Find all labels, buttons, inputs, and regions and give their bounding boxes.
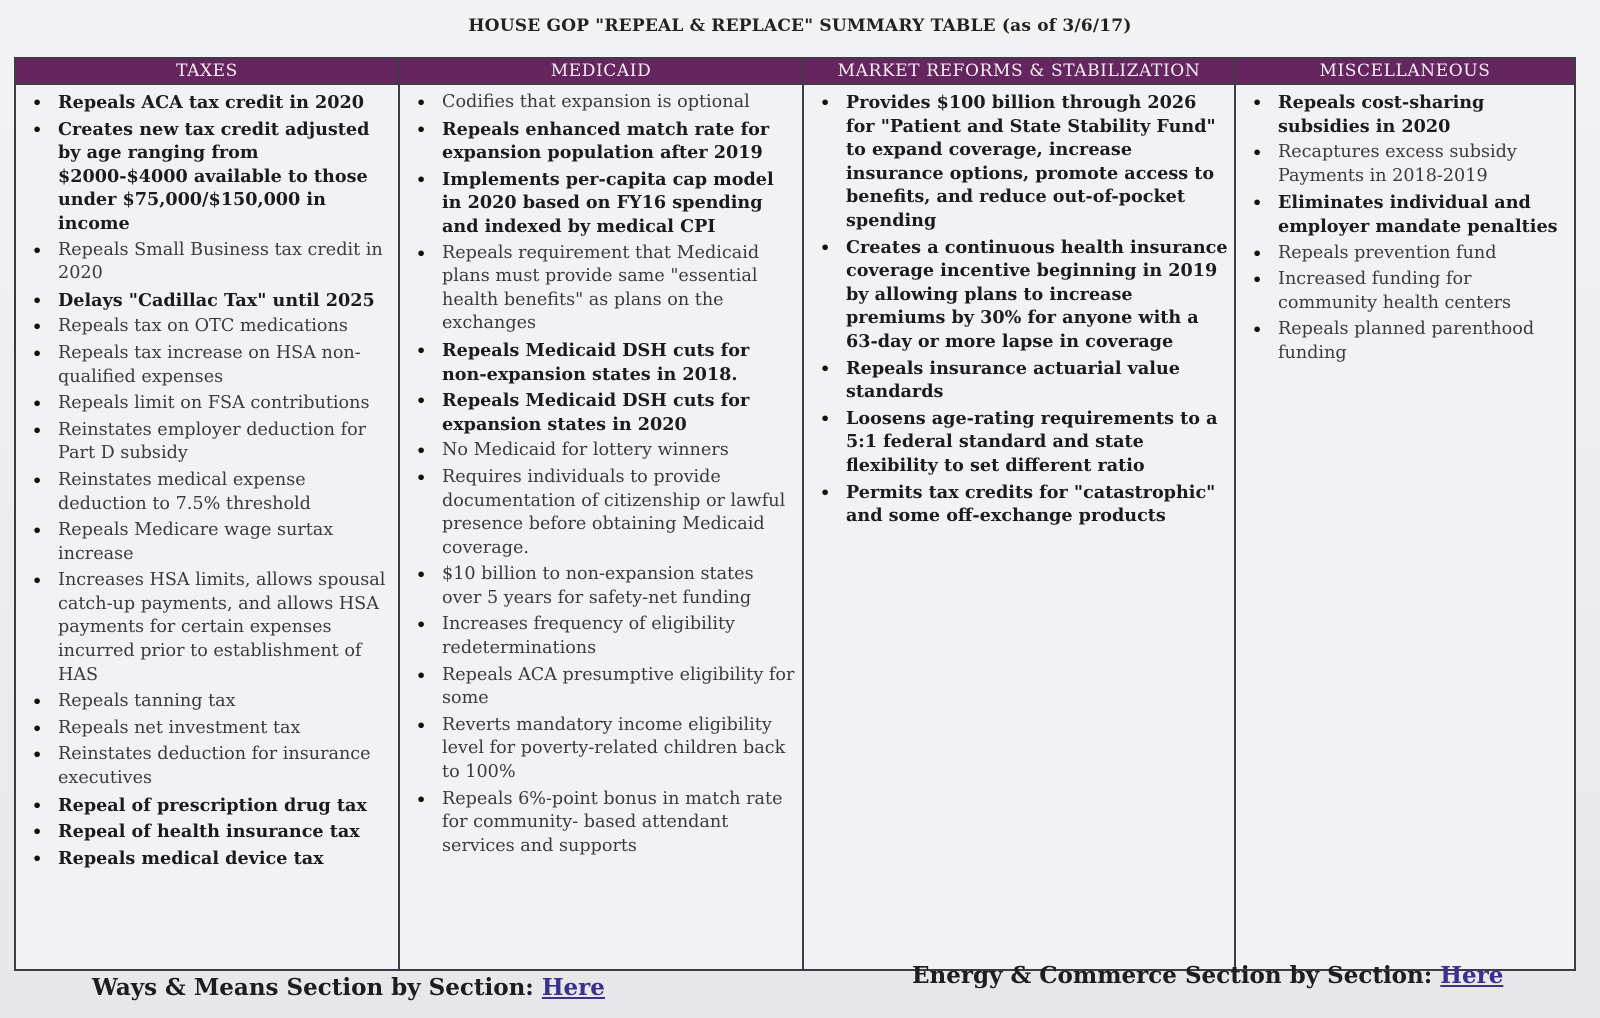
- list-item-text: Repeals Medicaid DSH cuts for expansion states in 2020: [442, 390, 750, 435]
- bullet-icon: •: [820, 482, 831, 502]
- list-item-text: Requires individuals to provide documentation of citizenship or lawful presence before obtaining Medicaid coverage.: [442, 466, 786, 558]
- list-item-text: Repeal of prescription drug tax: [58, 794, 367, 816]
- list-item-text: Repeals planned parenthood funding: [1278, 319, 1535, 363]
- list-item: [406, 466, 796, 560]
- list-item-text: Repeals Medicare wage surtax increase: [58, 520, 334, 564]
- list-item-text: Repeals cost-sharing subsidies in 2020: [1278, 92, 1485, 137]
- list-item-text: Implements per-capita cap model in 2020 based on FY16 spending and indexed by medical CPI: [442, 168, 774, 237]
- ways-means-here-link[interactable]: Here: [541, 974, 605, 1001]
- bullet-icon: •: [416, 565, 427, 585]
- list-item-text: Repeals medical device tax: [58, 847, 324, 869]
- list-item: [22, 118, 392, 236]
- column-miscellaneous: [1236, 59, 1574, 969]
- list-item-text: Repeals tanning tax: [58, 691, 236, 712]
- bullet-icon: •: [32, 521, 43, 541]
- bullet-icon: •: [416, 615, 427, 635]
- list-item-text: Recaptures excess subsidy Payments in 2018-2019: [1278, 142, 1517, 186]
- bullet-icon: •: [32, 795, 43, 815]
- bullet-icon: •: [1252, 320, 1263, 340]
- list-item-text: Repeals Medicaid DSH cuts for non-expansion states in 2018.: [442, 339, 750, 385]
- list-item: [22, 717, 392, 741]
- list-item-text: Reverts mandatory income eligibility level for poverty-related children back to 100%: [442, 714, 786, 783]
- bullet-icon: •: [32, 119, 43, 139]
- list-item: [22, 820, 392, 844]
- bullet-icon: •: [32, 240, 43, 260]
- list-item-text: Reinstates medical expense deduction to 7.5% threshold: [58, 469, 311, 514]
- list-item-text: Codifies that expansion is optional: [442, 92, 750, 112]
- list-item: [406, 714, 796, 785]
- bullet-icon: •: [32, 848, 43, 868]
- list-item: [22, 847, 392, 871]
- list-item: [22, 743, 392, 790]
- list-item: [810, 357, 1228, 404]
- bullet-icon: •: [1252, 243, 1263, 263]
- list-item: [810, 91, 1228, 233]
- list-item-text: Loosens age-rating requirements to a 5:1 federal standard and state flexibility to set different ratio: [846, 407, 1218, 476]
- bullet-icon: •: [416, 243, 427, 263]
- bullet-icon: •: [32, 571, 43, 591]
- bullet-icon: •: [416, 119, 427, 139]
- column-header-miscellaneous: MISCELLANEOUS: [1236, 59, 1574, 85]
- bullet-icon: •: [416, 715, 427, 735]
- list-item: [810, 481, 1228, 528]
- bullet-icon: •: [820, 408, 831, 428]
- list-item: [22, 91, 392, 115]
- bullet-icon: •: [820, 93, 831, 112]
- bullet-icon: •: [32, 93, 43, 112]
- list-item-text: Creates new tax credit adjusted by age ranging from $2000-$4000 available to those under $75,000/$150,000 in income: [58, 118, 370, 234]
- bullet-icon: •: [416, 665, 427, 685]
- energy-commerce-footer: [912, 962, 1503, 989]
- bullet-icon: •: [32, 394, 43, 414]
- list-item-text: Repeals tax increase on HSA non-qualified expenses: [58, 342, 361, 387]
- list-item-text: Increases frequency of eligibility redeterminations: [442, 614, 735, 659]
- list-item-text: $10 billion to non-expansion states over 5 years for safety-net funding: [442, 564, 754, 608]
- list-item-text: Repeals ACA presumptive eligibility for some: [442, 664, 795, 709]
- list-item: [22, 469, 392, 516]
- list-item: [22, 392, 392, 416]
- list-item: [406, 168, 796, 239]
- ways-means-label: Ways & Means Section by Section:: [92, 974, 534, 1001]
- ways-means-footer: [92, 974, 605, 1001]
- list-item: [406, 664, 796, 711]
- list-item-text: Repeals net investment tax: [58, 717, 301, 738]
- bullet-icon: •: [416, 391, 427, 411]
- list-item: [810, 236, 1228, 354]
- list-item: [22, 315, 392, 339]
- energy-commerce-label: Energy & Commerce Section by Section:: [912, 962, 1433, 989]
- miscellaneous-item-list: [1236, 85, 1574, 369]
- bullet-icon: •: [32, 420, 43, 440]
- list-item-text: Repeals insurance actuarial value standards: [846, 357, 1180, 403]
- list-item-text: Repeals prevention fund: [1278, 242, 1497, 263]
- list-item: [22, 419, 392, 466]
- list-item: [1242, 91, 1568, 138]
- list-item: [406, 613, 796, 660]
- list-item-text: No Medicaid for lottery winners: [442, 440, 729, 461]
- bullet-icon: •: [32, 822, 43, 842]
- list-item: [22, 289, 392, 313]
- bullet-icon: •: [32, 718, 43, 738]
- list-item-text: Repeals 6%-point bonus in match rate for community- based attendant services and supports: [442, 788, 783, 856]
- column-market-reforms: [804, 59, 1236, 969]
- bullet-icon: •: [1252, 93, 1263, 112]
- list-item-text: Repeals requirement that Medicaid plans must provide same "essential health benefits" as plans on the exchanges: [442, 242, 760, 334]
- column-medicaid: [400, 59, 804, 969]
- bullet-icon: •: [32, 470, 43, 490]
- list-item-text: Repeals Small Business tax credit in 2020: [58, 239, 383, 284]
- bullet-icon: •: [820, 237, 831, 257]
- taxes-item-list: [16, 85, 398, 873]
- list-item-text: Reinstates employer deduction for Part D subsidy: [58, 419, 367, 464]
- column-header-taxes: TAXES: [16, 59, 398, 85]
- list-item-text: Repeal of health insurance tax: [58, 821, 360, 843]
- list-item-text: Repeals enhanced match rate for expansion population after 2019: [442, 118, 770, 164]
- list-item: [22, 794, 392, 818]
- list-item-text: Permits tax credits for "catastrophic" and some off-exchange products: [846, 481, 1216, 527]
- bullet-icon: •: [416, 169, 427, 189]
- bullet-icon: •: [416, 441, 427, 461]
- market-reforms-item-list: [804, 85, 1234, 531]
- bullet-icon: •: [416, 340, 427, 360]
- list-item: [406, 439, 796, 463]
- bullet-icon: •: [820, 358, 831, 378]
- list-item: [22, 239, 392, 286]
- list-item: [22, 569, 392, 687]
- list-item: [22, 690, 392, 714]
- list-item: [1242, 191, 1568, 238]
- bullet-icon: •: [1252, 270, 1263, 290]
- list-item: [406, 563, 796, 610]
- list-item-text: Creates a continuous health insurance coverage incentive beginning in 2019 by allowing plans to increase premiums by 30% for anyone with a 63-day or more lapse in coverage: [846, 236, 1228, 352]
- list-item: [1242, 318, 1568, 365]
- bullet-icon: •: [32, 317, 43, 337]
- list-item-text: Provides $100 billion through 2026 for "Patient and State Stability Fund" to expand coverage, increase insurance options, promote access to benefits, and reduce out-of-pocket spending: [846, 92, 1216, 231]
- bullet-icon: •: [32, 692, 43, 712]
- bullet-icon: •: [416, 93, 427, 112]
- list-item: [406, 339, 796, 386]
- column-header-market-reforms: MARKET REFORMS & STABILIZATION: [804, 59, 1234, 85]
- list-item: [810, 407, 1228, 478]
- medicaid-item-list: [400, 85, 802, 861]
- list-item: [406, 242, 796, 336]
- list-item: [406, 91, 796, 115]
- bullet-icon: •: [416, 467, 427, 487]
- list-item: [22, 519, 392, 566]
- list-item: [1242, 268, 1568, 315]
- list-item-text: Increases HSA limits, allows spousal catch-up payments, and allows HSA payments for certain expenses incurred prior to establishment of HAS: [58, 570, 386, 685]
- energy-commerce-here-link[interactable]: Here: [1440, 962, 1504, 989]
- list-item: [1242, 242, 1568, 266]
- list-item-text: Delays "Cadillac Tax" until 2025: [58, 289, 375, 311]
- bullet-icon: •: [32, 745, 43, 765]
- list-item-text: Repeals ACA tax credit in 2020: [58, 92, 364, 113]
- column-taxes: [16, 59, 400, 969]
- list-item: [1242, 141, 1568, 188]
- bullet-icon: •: [1252, 193, 1263, 213]
- list-item: [406, 788, 796, 859]
- list-item-text: Eliminates individual and employer mandate penalties: [1278, 192, 1558, 237]
- bullet-icon: •: [32, 343, 43, 363]
- list-item: [22, 342, 392, 389]
- list-item-text: Repeals limit on FSA contributions: [58, 393, 370, 414]
- bullet-icon: •: [416, 789, 427, 809]
- list-item: [406, 118, 796, 165]
- column-header-medicaid: MEDICAID: [400, 59, 802, 85]
- list-item-text: Repeals tax on OTC medications: [58, 316, 348, 337]
- list-item-text: Increased funding for community health centers: [1278, 269, 1512, 313]
- bullet-icon: •: [1252, 143, 1263, 163]
- summary-table: [14, 57, 1576, 971]
- list-item-text: Reinstates deduction for insurance executives: [58, 744, 371, 789]
- bullet-icon: •: [32, 290, 43, 310]
- list-item: [406, 389, 796, 436]
- page-title: HOUSE GOP "REPEAL & REPLACE" SUMMARY TABLE (as of 3/6/17): [468, 16, 1132, 36]
